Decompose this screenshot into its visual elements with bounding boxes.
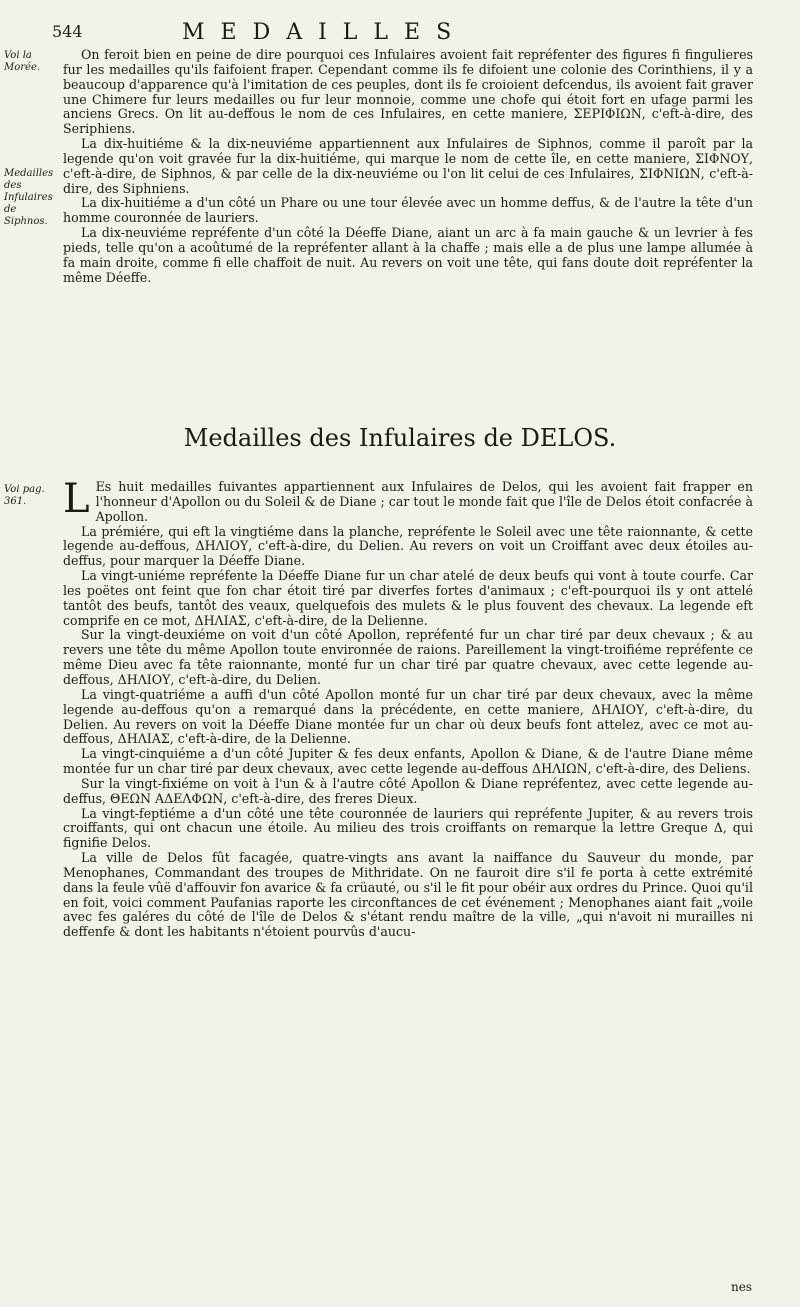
paragraph: La vingt-cinquiéme a d'un côté Jupiter & fes deux enfants, Apollon & Diane, & de l'autre Diane même montée fur un char tiré par deux chevaux, avec cette legende au-deffous ΔΗΛΙΩΝ, c'eft-à-dire, des Deliens. bbox=[63, 746, 753, 777]
section-title: Medailles des Infulaires de DELOS. bbox=[183, 424, 617, 452]
paragraph-text: Es huit medailles fuivantes appartiennent aux Infulaires de Delos, qui les avoient fait frapper en l'honneur d'Apollon ou du Soleil & de Diane ; car tout le monde fait que l'île de Delos étoit confacrée à Apollon. bbox=[95, 479, 753, 524]
margin-note: Medailles des Infulaires de Siphnos. bbox=[4, 168, 54, 227]
paragraph: La dix-huitiéme & la dix-neuviéme appartiennent aux Infulaires de Siphnos, comme il paroît par la legende qu'on voit gravée fur la dix-huitiéme, qui marque le nom de cette île, en cette maniere, ΣΙΦΝΟΥ, c'eft-à-dire, de Siphnos, & par celle de la dix-neuviéme ou l'on lit celui de ces Infulaires, ΣΙΦΝΙΩΝ, c'eft-à-dire, des Siphniens. bbox=[63, 136, 753, 196]
paragraph: Sur la vingt-deuxiéme on voit d'un côté Apollon, repréfenté fur un char tiré par deux chevaux ; & au revers une tête du même Apollon toute environnée de raions. Pareillement la vingt-troifiéme repréfente ce même Dieu avec fa tête raionnante, monté fur un char tiré par quatre chevaux, avec cette legende au-deffous, ΔΗΛΙΟΥ, c'eft-à-dire, du Delien. bbox=[63, 627, 753, 687]
margin-note: Voi pag. 361. bbox=[4, 484, 45, 507]
paragraph: La ville de Delos fût facagée, quatre-vingts ans avant la naiffance du Sauveur du monde, par Menophanes, Commandant des troupes de Mithridate. On ne fauroit dire s'il fe porta à cette extrémité dans la feule vûë d'affouvir fon avarice & fa crüauté, ou s'il le fit pour obéir aux ordres du Prince. Quoi qu'il en foit, voici comment Paufanias raporte les circonftances de cet événement ; Menophanes aiant fait „voile avec fes galéres du côté de l'île de Delos & s'étant rendu maître de la ville, „qui n'avoit ni murailles ni deffenfe & dont les habitants n'étoient pourvûs d'aucu- bbox=[63, 850, 753, 940]
margin-note: Voi la Morée. bbox=[4, 50, 41, 73]
text-after-section bbox=[63, 476, 753, 940]
paragraph bbox=[63, 476, 753, 525]
paragraph: La dix-neuviéme repréfente d'un côté la Déeffe Diane, aiant un arc à fa main gauche & un levrier à fes pieds, telle qu'on a acoûtumé de la repréfenter allant à la chaffe ; mais elle a de plus une lampe allumée à fa main droite, comme fi elle chaffoit de nuit. Au revers on voit une tête, qui fans doute doit repréfenter la même Déeffe. bbox=[63, 225, 753, 285]
paragraph: Sur la vingt-fixiéme on voit à l'un & à l'autre côté Apollon & Diane repréfentez, avec cette legende au-deffus, ΘΕΩΝ ΑΔΕΛΦΩΝ, c'eft-à-dire, des freres Dieux. bbox=[63, 775, 753, 806]
drop-cap: L bbox=[63, 476, 90, 522]
paragraph: La prémiére, qui eft la vingtiéme dans la planche, repréfente le Soleil avec une tête raionnante, & cette legende au-deffous, ΔΗΛΙΟΥ, c'eft-à-dire, du Delien. Au revers on voit un Croiffant avec deux étoiles au-deffus, pour marquer la Déeffe Diane. bbox=[63, 523, 753, 569]
catchword: nes bbox=[731, 1280, 752, 1294]
paragraph: La vingt-quatriéme a auffi d'un côté Apollon monté fur un char tiré par deux chevaux, avec la même legende au-deffous qu'on a remarqué dans la précédente, en cette maniere, ΔΗΛΙΟΥ, c'eft-à-dire, du Delien. Au revers on voit la Déeffe Diane montée fur un char où deux beufs font attelez, avec ce mot au-deffous, ΔΗΛΙΑΣ, c'eft-à-dire, de la Delienne. bbox=[63, 686, 753, 747]
running-header: MEDAILLES bbox=[182, 20, 468, 45]
page-number: 544 bbox=[52, 22, 83, 41]
paragraph: On feroit bien en peine de dire pourquoi ces Infulaires avoient fait repréfenter des figures fi fingulieres fur les medailles qu'ils faifoient fraper. Cependant comme ils fe difoient une colonie des Corinthiens, il y a beaucoup d'apparence qu'à l'imitation de ces peuples, dont ils fe croioient defcendus, ils avoient fait graver une Chimere fur leurs medailles ou fur leur monnoie, comme une chofe qui étoit fort en ufage parmi les anciens Grecs. On lit au-deffous le nom de ces Infulaires, en cette maniere, ΣΕΡΙΦΙΩΝ, c'eft-à-dire, des Seriphiens. bbox=[63, 47, 753, 137]
page-header bbox=[52, 20, 752, 50]
paragraph: La vingt-uniéme repréfente la Déeffe Diane fur un char atelé de deux beufs qui vont à toute courfe. Car les poëtes ont feint que fon char étoit tiré par diverfes fortes d'animaux ; c'eft-pourquoi ils y ont attelé tantôt des beufs, tantôt des veaux, quelquefois des mulets & le plus fouvent des chevaux. La legende eft comprife en ce mot, ΔΗΛΙΑΣ, c'eft-à-dire, de la Delienne. bbox=[63, 568, 753, 628]
paragraph: La vingt-feptiéme a d'un côté une tête couronnée de lauriers qui repréfente Jupiter, & au revers trois croiffants, qui ont chacun une étoile. Au milieu des trois croiffants on remarque la lettre Greque Δ, qui fignifie Delos. bbox=[63, 805, 753, 851]
paragraph: La dix-huitiéme a d'un côté un Phare ou une tour élevée avec un homme deffus, & de l'autre la tête d'un homme couronnée de lauriers. bbox=[63, 195, 753, 226]
text-before-section bbox=[63, 48, 753, 286]
